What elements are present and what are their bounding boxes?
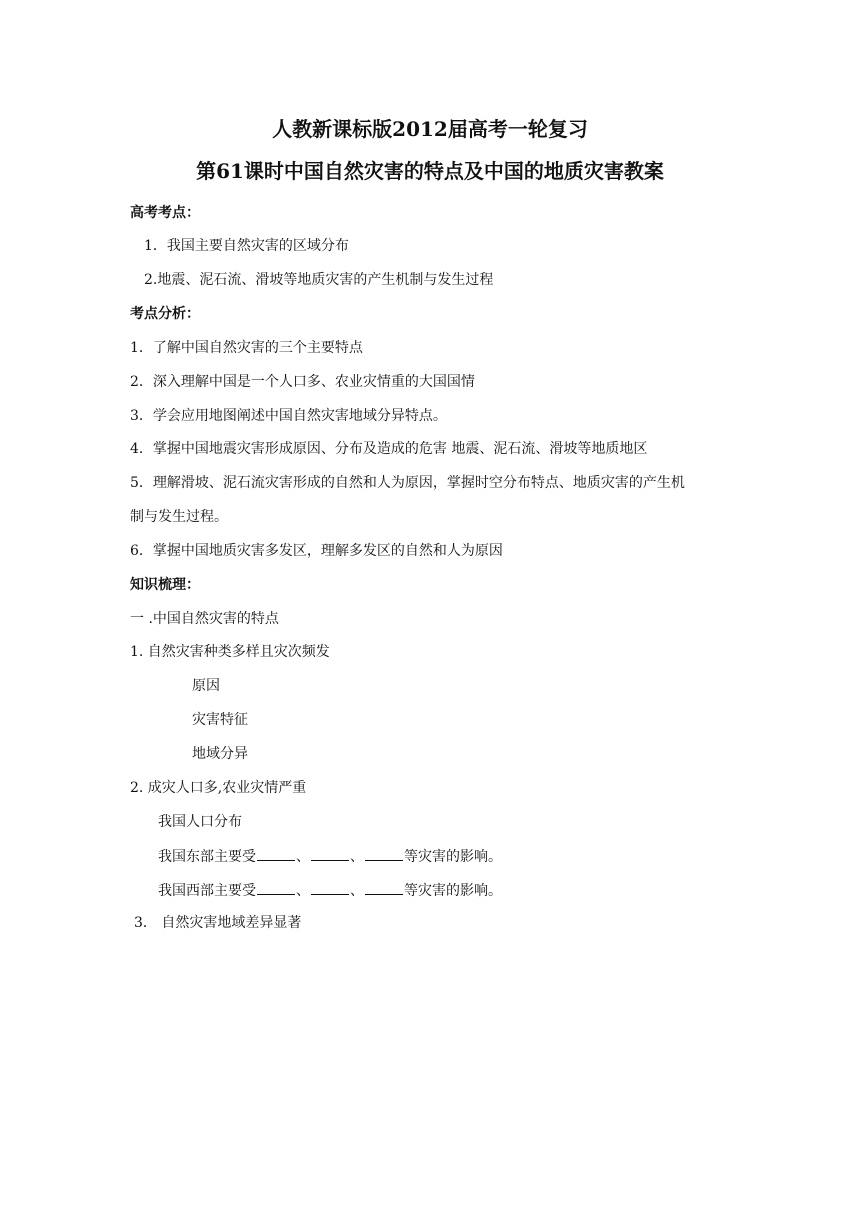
analysis-item: 6．掌握中国地质灾害多发区，理解多发区的自然和人为原因: [130, 543, 503, 559]
separator: 、: [296, 849, 310, 865]
answer-blank[interactable]: [311, 880, 349, 895]
knowledge-sub-item: 灾害特征: [192, 712, 248, 728]
analysis-item: 1．了解中国自然灾害的三个主要特点: [130, 340, 363, 356]
analysis-item: 2．深入理解中国是一个人口多、农业灾情重的大国国情: [130, 374, 475, 390]
document-subtitle: 第61课时中国自然灾害的特点及中国的地质灾害教案: [196, 159, 664, 183]
analysis-heading: 考点分析：: [130, 306, 200, 322]
population-line: 我国人口分布: [158, 814, 242, 830]
knowledge-point: 2. 成灾人口多,农业灾情严重: [130, 780, 307, 796]
knowledge-sub-item: 原因: [192, 678, 220, 694]
west-suffix: 等灾害的影响。: [404, 883, 502, 899]
knowledge-heading: 知识梳理：: [130, 577, 200, 593]
analysis-item: 3．学会应用地图阐述中国自然灾害地域分异特点。: [130, 408, 447, 424]
analysis-item: 4．掌握中国地震灾害形成原因、分布及造成的危害 地震、泥石流、滑坡等地质地区: [130, 441, 648, 457]
west-prefix: 我国西部主要受: [158, 883, 256, 899]
exam-points-heading: 高考考点：: [130, 205, 200, 221]
exam-point-item: 2.地震、泥石流、滑坡等地质灾害的产生机制与发生过程: [144, 272, 494, 288]
answer-blank[interactable]: [365, 846, 403, 861]
west-fill-in-line: [158, 880, 502, 900]
separator: 、: [296, 883, 310, 899]
knowledge-sub-item: 地域分异: [192, 746, 248, 762]
analysis-item: 5．理解滑坡、泥石流灾害形成的自然和人为原因，掌握时空分布特点、地质灾害的产生机: [130, 475, 685, 491]
separator: 、: [350, 849, 364, 865]
analysis-item: 制与发生过程。: [130, 509, 228, 525]
document-title: 人教新课标版2012届高考一轮复习: [272, 117, 588, 141]
knowledge-point: 3． 自然灾害地域差异显著: [134, 915, 302, 931]
separator: 、: [350, 883, 364, 899]
exam-point-item: 1．我国主要自然灾害的区域分布: [144, 238, 349, 254]
answer-blank[interactable]: [365, 880, 403, 895]
answer-blank[interactable]: [257, 846, 295, 861]
knowledge-point: 1. 自然灾害种类多样且灾次频发: [130, 644, 330, 660]
answer-blank[interactable]: [311, 846, 349, 861]
section-heading: 一 .中国自然灾害的特点: [130, 611, 279, 627]
east-prefix: 我国东部主要受: [158, 849, 256, 865]
east-fill-in-line: [158, 846, 502, 866]
east-suffix: 等灾害的影响。: [404, 849, 502, 865]
answer-blank[interactable]: [257, 880, 295, 895]
